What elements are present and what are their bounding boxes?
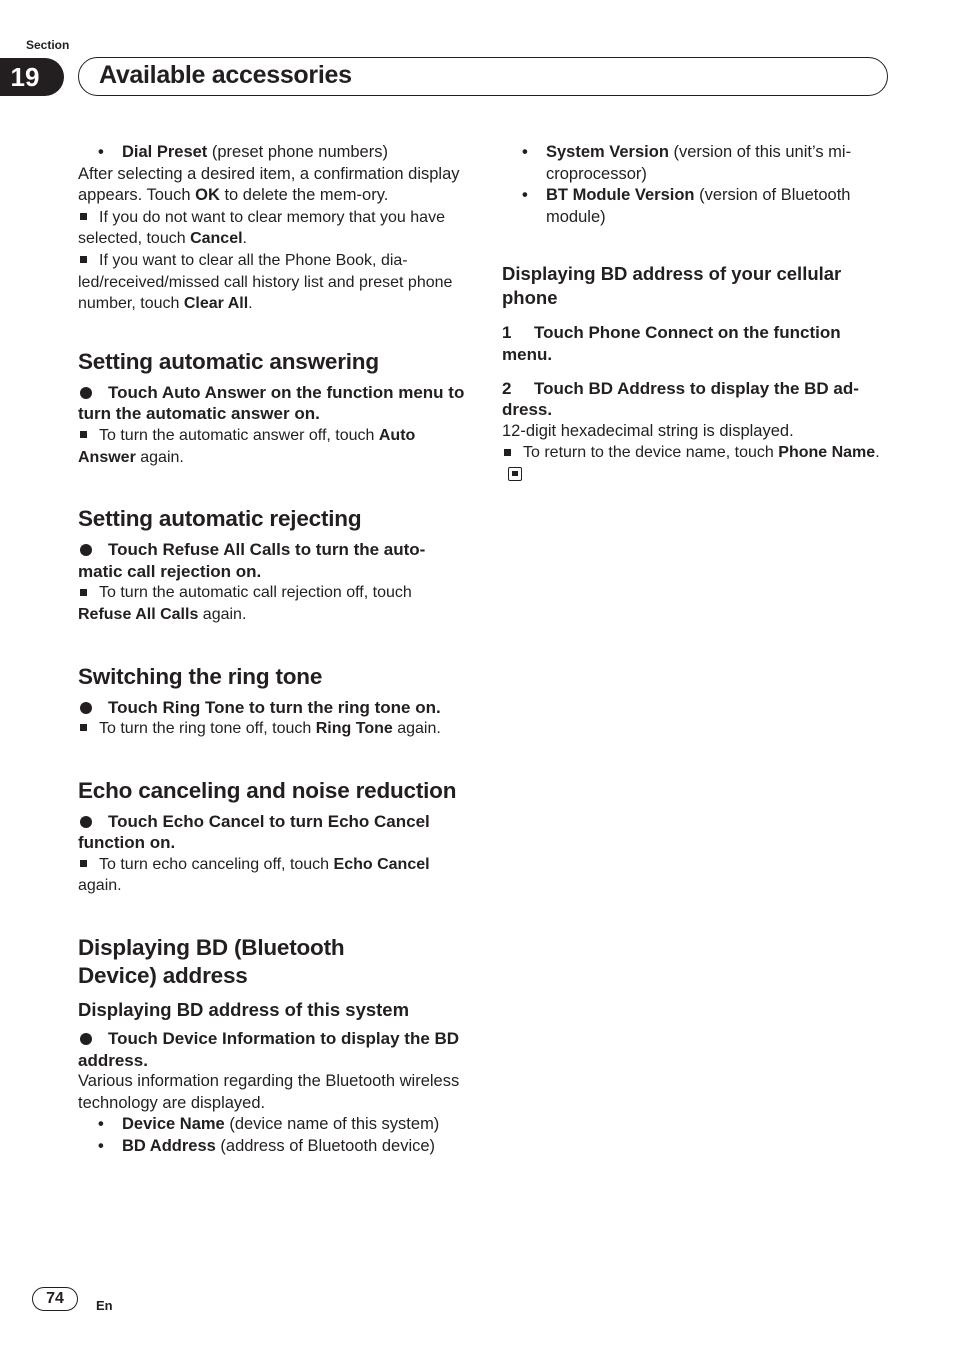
left-column: [78, 142, 466, 1158]
device-name-label: Device Name: [122, 1115, 225, 1134]
step-1: [502, 322, 890, 365]
step-1-text: Touch Phone Connect on the function menu.: [502, 323, 841, 364]
note-auto-answer: [78, 425, 466, 468]
confirm-text-2: to delete the mem-ory.: [219, 186, 389, 205]
header-box: [78, 57, 888, 96]
note-auto-answer-end: again.: [135, 448, 184, 466]
step-auto-answer: [78, 382, 466, 425]
list-item-bt-module: • BT Module Version (version of Bluetooth module): [522, 186, 851, 226]
note-square-icon: [80, 256, 87, 263]
note-square-icon: [80, 431, 87, 438]
bd-address-desc: (address of Bluetooth device): [215, 1137, 436, 1156]
section-number-tab: 19: [0, 58, 64, 96]
note-square-icon: [504, 449, 511, 456]
step-ring-tone-text: Touch Ring Tone to turn the ring tone on.: [108, 697, 441, 717]
bd-info-paragraph: Various information regarding the Bluetooth wireless technology are displayed.: [78, 1072, 460, 1112]
note-phone-name-bold: Phone Name: [778, 444, 876, 462]
note1-bold: Cancel: [190, 230, 243, 248]
note-echo-cancel: [78, 854, 466, 897]
list-item-bd-address: • BD Address (address of Bluetooth device): [98, 1137, 436, 1156]
heading-auto-answer: Setting automatic answering: [78, 348, 379, 374]
step-bullet-icon: [80, 816, 92, 828]
note-phone-name-text: To return to the device name, touch: [523, 444, 779, 462]
note-auto-reject-end: again.: [198, 605, 247, 623]
dial-preset-desc: (preset phone numbers): [207, 143, 388, 161]
heading-auto-reject: Setting automatic rejecting: [78, 506, 362, 532]
step-2-result: 12-digit hexadecimal string is displayed.: [502, 421, 794, 440]
step-2-text: Touch BD Address to display the BD ad-dress.: [502, 378, 859, 420]
list-item-system-version: • System Version (version of this unit’s mi-croprocessor): [522, 143, 852, 183]
step-bullet-icon: [80, 1033, 92, 1045]
note-auto-answer-bold: Auto Answer: [78, 426, 416, 466]
end-of-section-icon: [508, 467, 522, 481]
right-column: [502, 142, 890, 486]
note1-text: If you do not want to clear memory that you have selected, touch: [78, 208, 445, 248]
page-title: Available accessories: [99, 61, 352, 89]
confirm-paragraph: [78, 164, 466, 207]
step-bullet-icon: [80, 544, 92, 556]
step-device-info: [78, 1028, 466, 1071]
device-name-desc: (device name of this system): [224, 1115, 440, 1134]
heading-echo-cancel: Echo canceling and noise reduction: [78, 777, 457, 803]
note-auto-answer-text: To turn the automatic answer off, touch: [99, 426, 379, 444]
note-square-icon: [80, 213, 87, 220]
page-number: 74: [32, 1287, 78, 1311]
bd-address-label: BD Address: [122, 1137, 216, 1156]
note-auto-reject: [78, 582, 466, 625]
step-2: [502, 378, 890, 421]
note-ring-tone-bold: Ring Tone: [315, 720, 393, 738]
note-phone-name-end: .: [875, 444, 880, 462]
note-ring-tone: [78, 718, 466, 740]
step-1-number: 1: [502, 323, 512, 343]
heading-ring-tone: Switching the ring tone: [78, 663, 323, 689]
step-auto-reject-text: Touch Refuse All Calls to turn the auto-matic call rejection on.: [78, 540, 426, 581]
note-auto-reject-text: To turn the automatic call rejection off, touch: [99, 584, 412, 602]
step-auto-reject: [78, 539, 466, 582]
section-label: Section: [26, 38, 70, 52]
step-auto-answer-text: Touch Auto Answer on the function menu to turn the automatic answer on.: [78, 382, 465, 424]
list-item-device-name: • Device Name (device name of this system): [98, 1115, 440, 1134]
bt-module-label: BT Module Version: [546, 186, 695, 205]
note-cancel: [78, 207, 466, 250]
note-ring-tone-text: To turn the ring tone off, touch: [99, 720, 316, 738]
confirm-text-1: After selecting a desired item, a confirmation display appears. Touch: [78, 164, 460, 205]
step-bullet-icon: [80, 702, 92, 714]
step-echo-cancel: [78, 811, 466, 854]
note-ring-tone-end: again.: [392, 720, 441, 738]
step-echo-cancel-text: Touch Echo Cancel to turn Echo Cancel function on.: [78, 811, 430, 853]
note2-bold: Clear All: [183, 295, 249, 313]
note1-end: .: [242, 230, 247, 248]
heading-bd-address: Displaying BD (Bluetooth Device) address: [78, 935, 345, 989]
note-echo-cancel-end: again.: [78, 877, 122, 895]
subheading-bd-cellular: Displaying BD address of your cellular phone: [502, 263, 842, 309]
note-auto-reject-bold: Refuse All Calls: [78, 605, 199, 623]
list-item-dial-preset: • Dial Preset (preset phone numbers): [98, 143, 388, 161]
note-square-icon: [80, 589, 87, 596]
step-ring-tone: [78, 697, 466, 719]
note-square-icon: [80, 860, 87, 867]
step-2-number: 2: [502, 378, 512, 398]
subheading-bd-this-system: Displaying BD address of this system: [78, 999, 410, 1021]
system-version-desc: (version of this unit’s mi-croprocessor): [546, 143, 852, 183]
note-phone-name: [502, 442, 890, 485]
note-clear-all: [78, 250, 466, 315]
note-square-icon: [80, 724, 87, 731]
note-echo-cancel-bold: Echo Cancel: [333, 855, 430, 873]
note2-end: .: [248, 295, 253, 313]
bt-module-desc: (version of Bluetooth module): [546, 186, 851, 226]
system-version-label: System Version: [546, 143, 669, 161]
confirm-ok: OK: [195, 186, 220, 205]
step-bullet-icon: [80, 387, 92, 399]
dial-preset-label: Dial Preset: [122, 143, 208, 161]
language-code: En: [96, 1298, 113, 1313]
step-device-info-text: Touch Device Information to display the BD address.: [78, 1029, 460, 1070]
note-echo-cancel-text: To turn echo canceling off, touch: [99, 855, 334, 873]
note2-text: If you want to clear all the Phone Book, dia-led/received/missed call history list and preset phone number, touch: [78, 251, 453, 313]
